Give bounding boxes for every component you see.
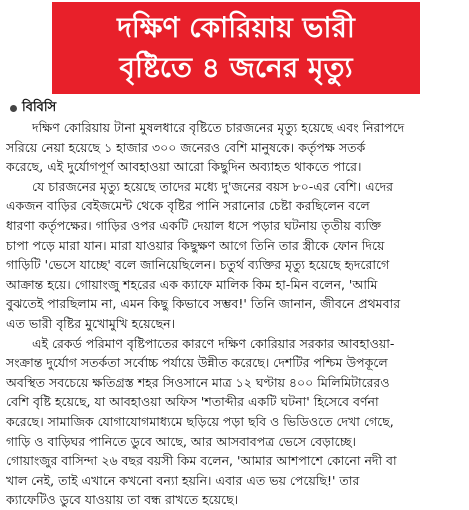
source-byline [10,99,56,117]
headline-line-1: দক্ষিণ কোরিয়ায় ভারী [117,11,355,44]
source-label: বিবিসি [22,99,57,115]
body-line: সংক্রান্ত দুর্যোগ সতর্কতা সর্বোচ্চ পর্যায়ে উন্নীত করেছে। দেশটির পশ্চিম উপকূলে [6,355,388,371]
body-line: ধারণা কর্তৃপক্ষের। গাড়ির ওপর একটি দেয়াল ধসে পড়ার ঘটনায় তৃতীয় ব্যক্তি [6,217,382,233]
body-line: ক্যাফেটিও ডুবে যাওয়ায় তা বন্ধ রাখতে হয়েছে। [6,492,239,508]
headline-banner [52,2,420,94]
body-line: এত ভারী বৃষ্টির মুখোমুখি হয়েছেন। [6,315,176,331]
body-line: দক্ষিণ কোরিয়ায় টানা মুষলধারে বৃষ্টিতে চারজনের মৃত্যু হয়েছে এবং নিরাপদে [32,120,405,135]
body-line: গোয়াংজুর বাসিন্দা ২৬ বছর বয়সী কিম বলেন, 'আমার আশপাশে কোনো নদী বা [6,453,397,469]
body-line: একজন বাড়ির বেইজমেন্ট থেকে বৃষ্টির পানি সরানোর চেষ্টা করছিলেন বলে [6,198,370,214]
bullet-icon [10,105,17,112]
body-line: আক্রান্ত হয়ে। গোয়াংজু শহরের এক ক্যাফে মালিক কিম হা-মিন বলেন, 'আমি [6,276,378,292]
body-line: অবস্থিত সবচেয়ে ক্ষতিগ্রস্ত শহর সিওসানে মাত্র ১২ ঘণ্টায় ৪০০ মিলিমিটারেরও [6,374,390,390]
body-line: বেশি বৃষ্টি হয়েছে, যা আবহাওয়া অফিস 'শতাব্দীর একটি ঘটনা' হিসেবে বর্ণনা [6,394,379,410]
body-line: এই রেকর্ড পরিমাণ বৃষ্টিপাতের কারণে দক্ষিণ কোরিয়ার সরকার আবহাওয়া- [32,335,395,351]
body-line: সরিয়ে নেয়া হয়েছে ১ হাজার ৩০০ জনেরও বেশি মানুষকে। কর্তৃপক্ষ সতর্ক [6,139,366,155]
body-line: খাল নেই, তাই এখানে কখনো বন্যা হয়নি। এবার এত ভয় পেয়েছি!' তার [6,472,360,488]
body-line: গাড়ি ও বাড়িঘর পানিতে ডুবে আছে, আর আসবাবপত্র ভেসে বেড়াচ্ছে। [6,433,356,449]
article-body [6,118,464,510]
body-line: চাপা পড়ে মারা যান। মারা যাওয়ার কিছুক্ষণ আগে তিনি তার স্ত্রীকে ফোন দিয়ে [6,237,385,253]
body-line: করেছে। সামাজিক যোগাযোগমাধ্যমে ছড়িয়ে পড়া ছবি ও ভিডিওতে দেখা গেছে, [6,413,394,429]
body-line: বুঝতেই পারছিলাম না, এমন কিছু কিভাবে সম্ভব!' তিনি জানান, জীবনে প্রথমবার [6,296,401,312]
body-line: করেছে, এই দুর্যোগপূর্ণ আবহাওয়া আরো কিছুদিন অব্যাহত থাকতে পারে। [6,159,362,175]
headline-line-2: বৃষ্টিতে ৪ জনের মৃত্যু [119,51,353,84]
body-line: গাড়িটি 'ভেসে যাচ্ছে' বলে জানিয়েছিলেন। চতুর্থ ব্যক্তির মৃত্যু হয়েছে হৃদরোগে [6,257,390,273]
body-line: যে চারজনের মৃত্যু হয়েছে তাদের মধ্যে দু'জনের বয়স ৮০-এর বেশি। এদের [32,178,394,194]
